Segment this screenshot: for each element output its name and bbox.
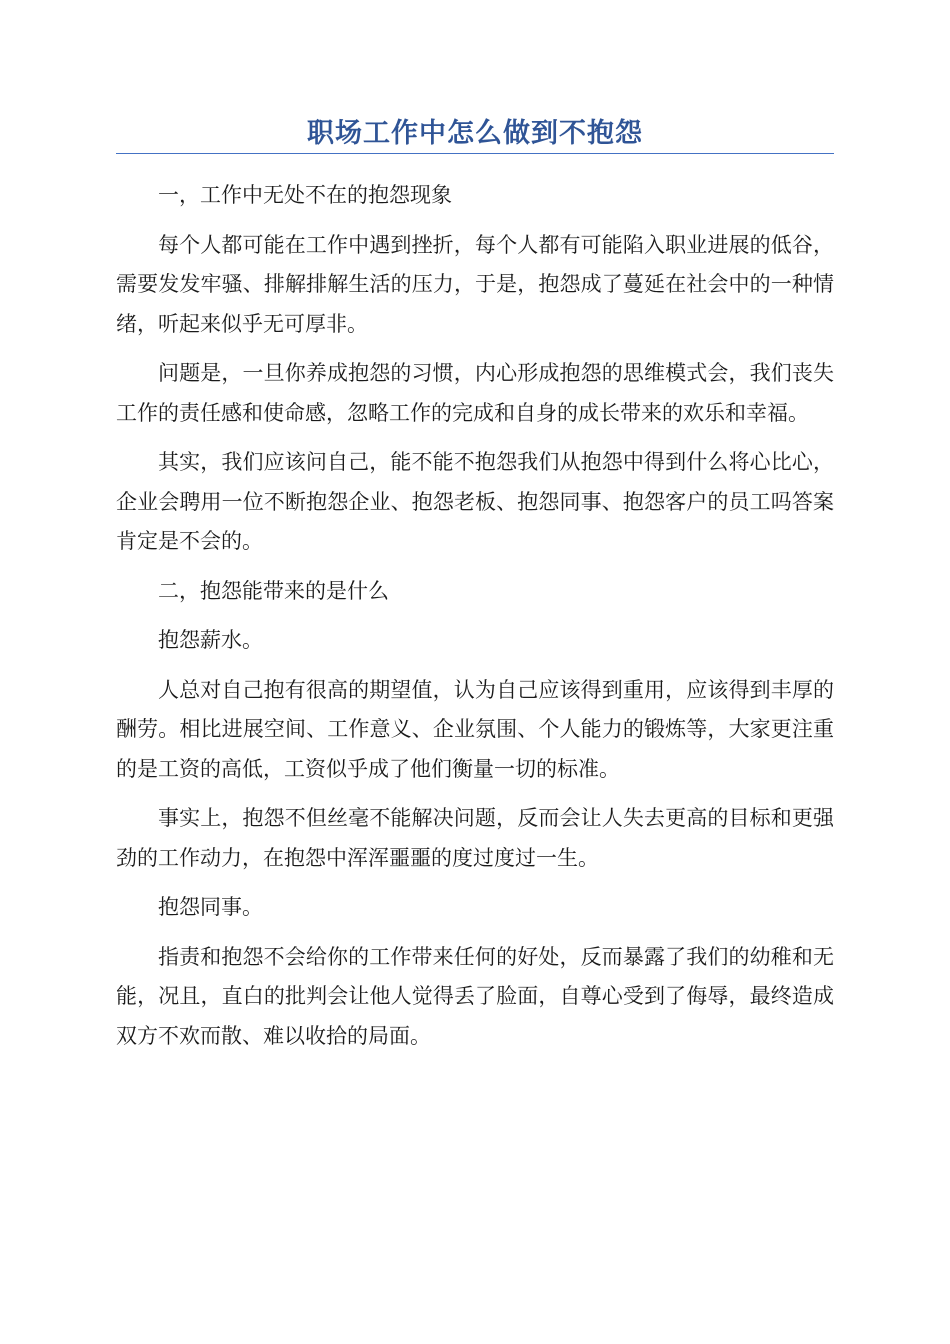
sub-heading-salary: 抱怨薪水。: [158, 628, 263, 652]
body-paragraph: 问题是，一旦你养成抱怨的习惯，内心形成抱怨的思维模式会，我们丧失工作的责任感和使命感，忽略工作的完成和自身的成长带来的欢乐和幸福。: [116, 361, 834, 425]
body-paragraph: 其实，我们应该问自己，能不能不抱怨我们从抱怨中得到什么将心比心，企业会聘用一位不断抱怨企业、抱怨老板、抱怨同事、抱怨客户的员工吗答案肯定是不会的。: [116, 450, 834, 553]
section-heading-1: 一，工作中无处不在的抱怨现象: [158, 183, 452, 207]
document-title: 职场工作中怎么做到不抱怨: [307, 118, 643, 149]
body-paragraph: 人总对自己抱有很高的期望值，认为自己应该得到重用，应该得到丰厚的酬劳。相比进展空间、工作意义、企业氛围、个人能力的锻炼等，大家更注重的是工资的高低，工资似乎成了他们衡量一切的标准。: [116, 677, 834, 781]
title-underline: [116, 153, 834, 154]
document-body: [116, 176, 834, 1056]
sub-heading-colleagues: 抱怨同事。: [158, 895, 263, 919]
body-paragraph: 每个人都可能在工作中遇到挫折，每个人都有可能陷入职业进展的低谷，需要发发牢骚、排解排解生活的压力，于是，抱怨成了蔓延在社会中的一种情绪，听起来似乎无可厚非。: [116, 232, 834, 336]
section-heading-2: 二，抱怨能带来的是什么: [158, 578, 389, 603]
body-paragraph: 指责和抱怨不会给你的工作带来任何的好处，反而暴露了我们的幼稚和无能，况且，直白的批判会让他人觉得丢了脸面，自尊心受到了侮辱，最终造成双方不欢而散、难以收拾的局面。: [116, 944, 834, 1048]
document-page: [116, 0, 834, 1066]
body-paragraph: 事实上，抱怨不但丝毫不能解决问题，反而会让人失去更高的目标和更强劲的工作动力，在抱怨中浑浑噩噩的度过度过一生。: [116, 806, 834, 870]
